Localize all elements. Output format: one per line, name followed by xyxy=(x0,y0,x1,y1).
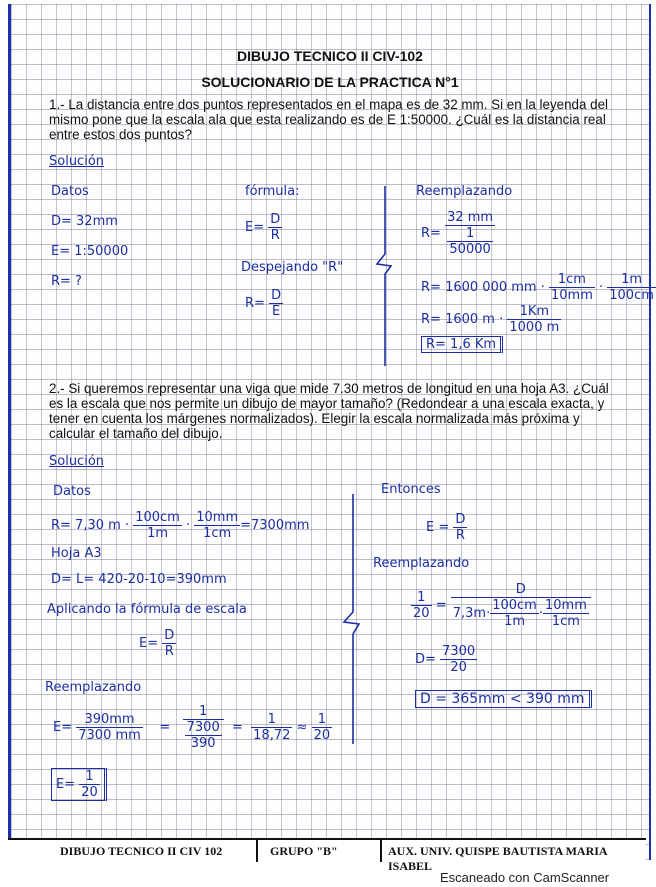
footer-course: DIBUJO TECNICO II CIV 102 xyxy=(60,844,223,858)
page-footer xyxy=(8,838,646,873)
p2-e-chain: E= $\frac{390mm}{7300 mm}$ = $\frac{1}{\frac{7300}{390}}$ = $\frac{1}{18,72}$ ≈ $\frac{1}{20}$ xyxy=(53,704,331,751)
p2-aplicando: Aplicando la fórmula de escala xyxy=(47,602,247,617)
p2-entonces-label: Entonces xyxy=(381,482,441,497)
p1-result: R= 1,6 Km xyxy=(421,336,503,353)
p1-dato-r: R= ? xyxy=(51,274,82,289)
p2-rp-equation: $\frac{1}{20}$ = D 7,3m· $\frac{100cm}{1m}$ · $\frac{10mm}{1cm}$ xyxy=(411,582,591,629)
page-subtitle: SOLUCIONARIO DE LA PRACTICA N°1 xyxy=(201,74,459,90)
p1-reemplazando-label: Reemplazando xyxy=(416,184,513,199)
p1-formula: E= $\frac{D}{R}$ xyxy=(245,212,281,243)
footer-author: AUX. UNIV. QUISPE BAUTISTA MARIA ISABEL xyxy=(388,844,607,873)
p1-r2: R= 1600 000 mm · $\frac{1cm}{10mm}$ · $\frac{1m}{100cm}$ xyxy=(421,272,654,303)
p2-aplicando-formula: E= $\frac{D}{R}$ xyxy=(139,628,175,659)
p2-final-scale: E= $\frac{1}{20}$ xyxy=(51,768,107,801)
p1-divider-line xyxy=(375,186,395,366)
p1-datos-label: Datos xyxy=(51,184,89,199)
p2-solucion-label: Solución xyxy=(49,454,105,469)
p1-despeje: R= $\frac{D}{E}$ xyxy=(245,288,282,319)
p2-reemplazando2-label: Reemplazando xyxy=(373,556,470,571)
p1-formula-label: fórmula: xyxy=(245,184,300,199)
problem1-statement: 1.- La distancia entre dos puntos representados en el mapa es de 32 mm. Si en la leyenda del mismo pone que la escala ala que esta realizando es de E 1:50000. ¿Cuál es la distancia real entre estos dos puntos? xyxy=(49,97,609,142)
p2-entonces-formula: E = $\frac{D}{R}$ xyxy=(426,512,466,543)
p1-despejando-label: Despejando "R" xyxy=(241,260,344,275)
p2-d2: D= $\frac{7300}{20}$ xyxy=(415,644,476,675)
p1-r1: R= $\frac{32 mm}{\frac{1}{50000}}$ xyxy=(421,210,494,257)
scanner-caption: Escaneado con CamScanner xyxy=(440,870,610,885)
p1-dato-d: D= 32mm xyxy=(51,214,118,229)
p1-r3: R= 1600 m · $\frac{1Km}{1000 m}$ xyxy=(421,304,560,335)
p2-datos-label: Datos xyxy=(53,484,91,499)
p2-divider-line xyxy=(341,494,363,744)
graph-paper-sheet xyxy=(8,4,654,860)
footer-group: GRUPO "B" xyxy=(270,844,338,858)
p2-final-result: D = 365mm < 390 mm xyxy=(415,690,592,708)
problem2-statement: 2.- Si queremos representar una viga que mide 7.30 metros de longitud en una hoja A3. ¿Cuál es la escala que nos permite un dibujo de mayor tamaño? (Redondear a una escala exacta, y tener en cuenta los márgenes normalizados). Elegir la escala normalizada más próxima y calcular el tamaño del dibujo. xyxy=(49,381,609,441)
p2-reemplazando-label: Reemplazando xyxy=(45,680,142,695)
footer-divider xyxy=(256,840,258,862)
p1-solucion-label: Solución xyxy=(49,154,105,169)
p2-r-conversion: R= 7,30 m · $\frac{100cm}{1m}$ · $\frac{10mm}{1cm}$ =7300mm xyxy=(51,510,310,541)
p1-dato-e: E= 1:50000 xyxy=(51,244,129,259)
footer-divider xyxy=(380,840,382,862)
page-title: DIBUJO TECNICO II CIV-102 xyxy=(237,48,423,64)
p2-d-line: D= L= 420-20-10=390mm xyxy=(51,572,227,587)
p2-hoja: Hoja A3 xyxy=(51,546,102,561)
